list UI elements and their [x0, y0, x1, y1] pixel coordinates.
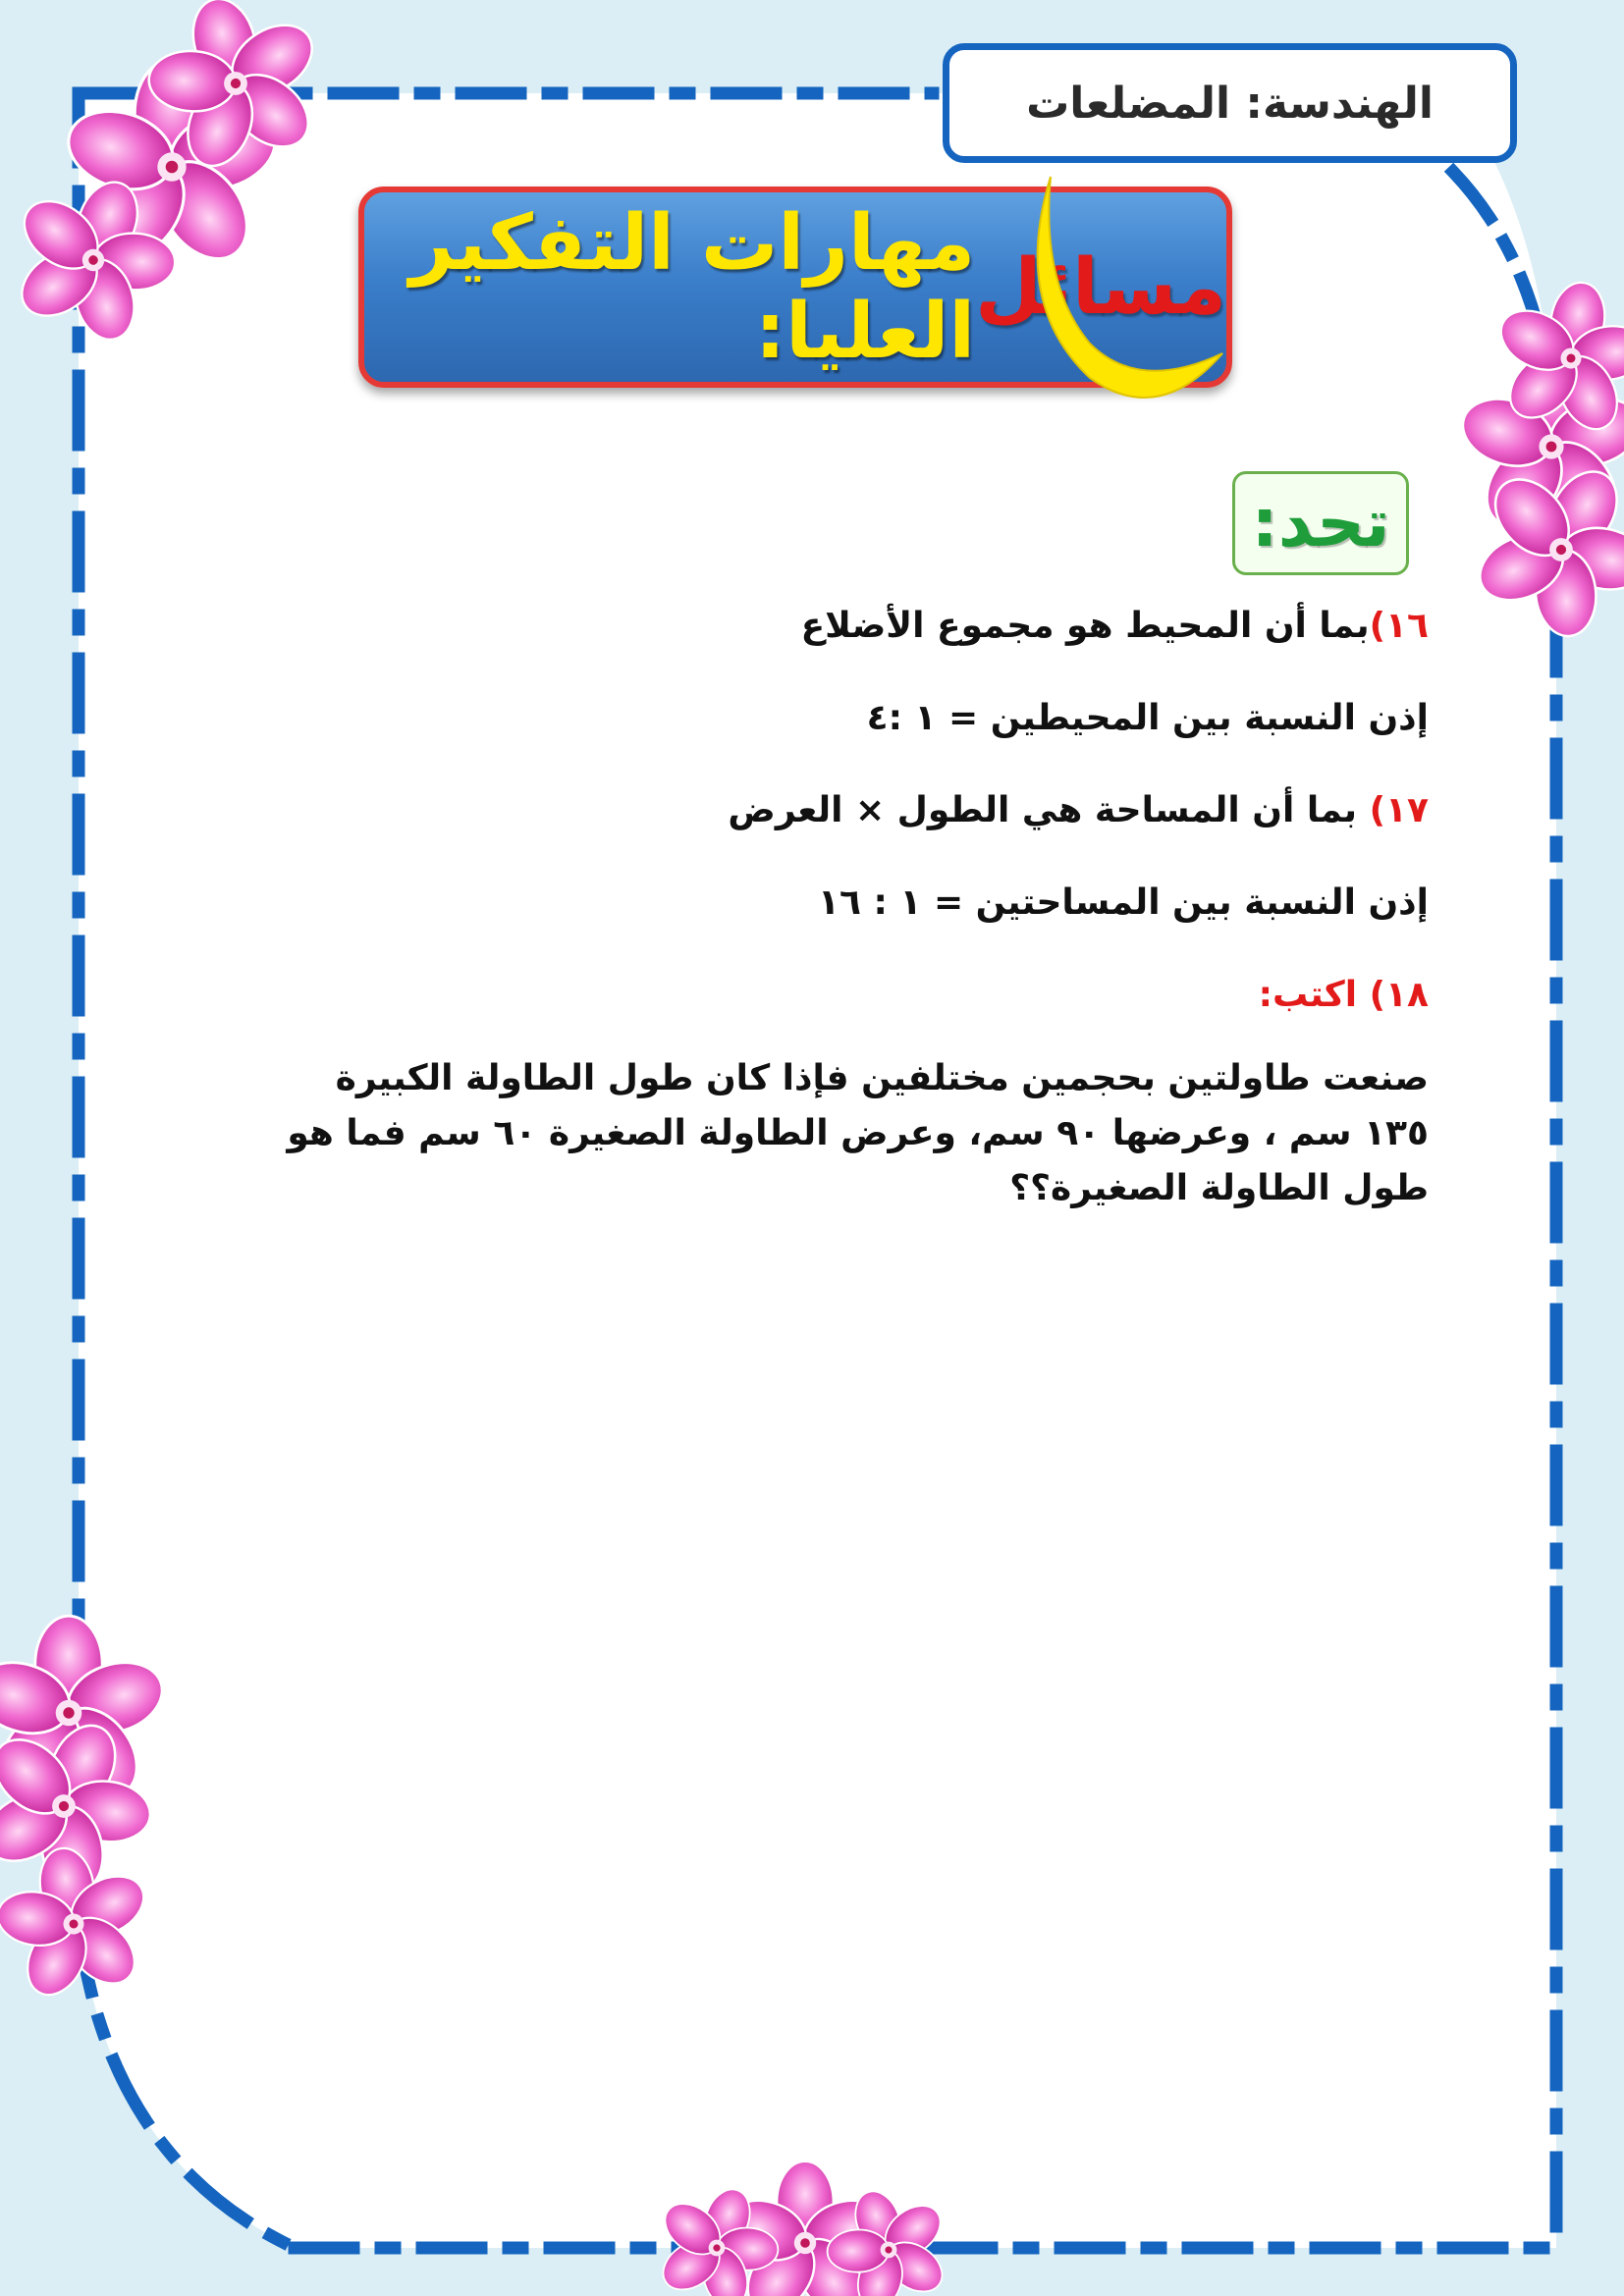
challenge-label-box — [1232, 471, 1409, 575]
challenge-label: تحد: — [1251, 484, 1390, 562]
item-17 — [275, 788, 1429, 833]
item-16-text: بما أن المحيط هو مجموع الأضلاع — [800, 606, 1370, 646]
item-18 — [275, 973, 1429, 1018]
item-16 — [275, 604, 1429, 649]
item-18-label: اكتب: — [1258, 975, 1370, 1015]
item-17-text: بما أن المساحة هي الطول × العرض — [728, 790, 1370, 830]
item-16-conclusion-text: إذن النسبة بين المحيطين = ١ :٤ — [866, 698, 1429, 738]
item-17-conclusion — [275, 881, 1429, 926]
crescent-moon-icon — [1021, 157, 1227, 412]
banner-word-red: مسائل — [975, 242, 1226, 332]
item-17-conclusion-text: إذن النسبة بين المساحتين = ١ : ١٦ — [818, 882, 1429, 923]
lesson-header — [943, 43, 1517, 163]
item-16-conclusion — [275, 696, 1429, 741]
banner-word-yellow: مهارات التفكير العليا: — [409, 198, 976, 376]
item-18-paragraph: صنعت طاولتين بحجمين مختلفين فإذا كان طول الطاولة الكبيرة ١٣٥ سم ، وعرضها ٩٠ سم، وعرض الطاولة الصغيرة ٦٠ سم فما هو طول الطاولة الصغيرة؟؟ — [287, 1058, 1429, 1208]
item-18-number: ١٨) — [1369, 975, 1429, 1015]
item-17-number: ١٧) — [1369, 790, 1429, 830]
lesson-title: الهندسة: المضلعات — [1026, 78, 1434, 129]
solutions-content — [275, 604, 1429, 1216]
item-16-number: ١٦) — [1369, 606, 1429, 646]
